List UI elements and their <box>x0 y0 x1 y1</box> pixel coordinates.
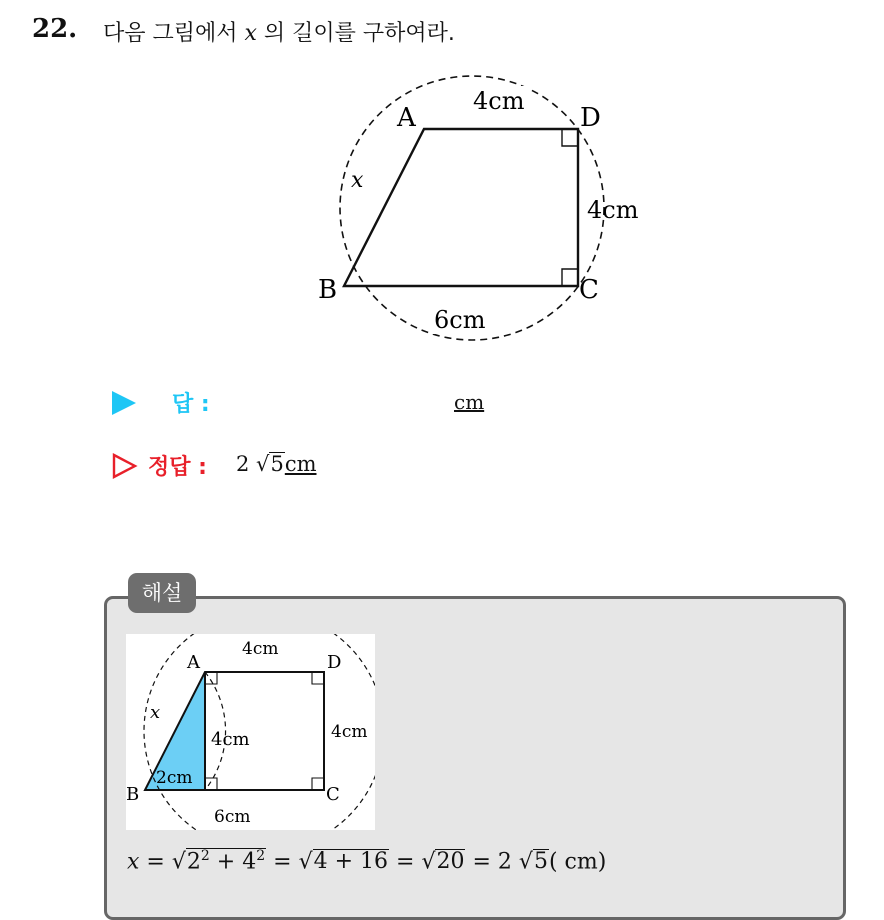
small-height-label: 4cm <box>211 729 250 750</box>
formula-eq-1: = <box>146 849 165 875</box>
small-side-ad: 4cm <box>242 639 279 659</box>
vertex-label-d: D <box>580 103 601 133</box>
question-text-after: 의 길이를 구하여라. <box>256 21 455 46</box>
side-label-dc: 4cm <box>587 196 639 224</box>
vertex-label-b: B <box>318 275 338 305</box>
right-angle-mark-d <box>562 129 578 146</box>
explanation-figure-panel <box>126 634 375 830</box>
small-vertex-b: B <box>126 784 140 805</box>
explanation-badge: 해설 <box>128 573 196 613</box>
side-label-bc: 6cm <box>434 306 486 334</box>
formula-root-4: 5 <box>533 849 548 875</box>
correct-radicand: 5 <box>270 452 284 476</box>
right-angle-mark-foot <box>205 778 217 790</box>
formula-eq-4: = <box>472 849 491 875</box>
correct-unit: cm <box>284 452 317 476</box>
small-vertex-c: C <box>326 784 340 805</box>
formula-lhs: x <box>127 849 140 875</box>
small-base-label: 2cm <box>156 768 193 788</box>
explanation-formula: $x = √2^2 + 4^2 = √4 + 16 = √20 = 2$ √5( cm) <box>127 848 607 875</box>
answer-label: 답 : <box>172 392 210 417</box>
formula-eq-3: = <box>396 849 415 875</box>
small-side-dc: 4cm <box>331 722 368 742</box>
answer-arrow-icon <box>112 391 136 415</box>
question-text-before: 다음 그림에서 <box>103 21 245 46</box>
correct-arrow-icon <box>112 453 138 479</box>
side-label-ab: x <box>351 168 364 193</box>
side-label-ad: 4cm <box>473 87 525 115</box>
vertex-label-c: C <box>579 275 599 305</box>
circumcircle-dashed <box>340 76 604 340</box>
small-vertex-a: A <box>187 652 200 673</box>
correct-label: 정답 : <box>148 455 207 480</box>
small-side-ab: x <box>150 702 161 723</box>
vertex-label-a: A <box>397 103 416 133</box>
small-vertex-d: D <box>327 652 342 673</box>
trapezoid-figure <box>0 0 884 360</box>
small-side-bc: 6cm <box>214 807 251 827</box>
right-angle-mark-c-small <box>312 778 324 790</box>
right-angle-mark-c <box>562 269 578 286</box>
question-number: 22. <box>32 14 78 44</box>
formula-coef: 2 <box>497 849 512 875</box>
formula-eq-2: = <box>273 849 292 875</box>
trapezoid-abcd <box>344 129 578 286</box>
formula-root-3: 20 <box>436 849 465 875</box>
formula-root-2: 4 + 16 <box>313 849 389 875</box>
formula-unit: ( cm) <box>548 849 607 875</box>
correct-coefficient: 2 <box>236 452 250 476</box>
formula-root-1: $2^2 + 4^2$ <box>186 848 266 875</box>
correct-value: 2 √5cm <box>236 452 317 476</box>
question-variable: x <box>244 21 257 46</box>
answer-unit: cm <box>454 390 485 414</box>
explanation-figure <box>126 634 375 830</box>
right-angle-mark-d-small <box>312 672 324 684</box>
